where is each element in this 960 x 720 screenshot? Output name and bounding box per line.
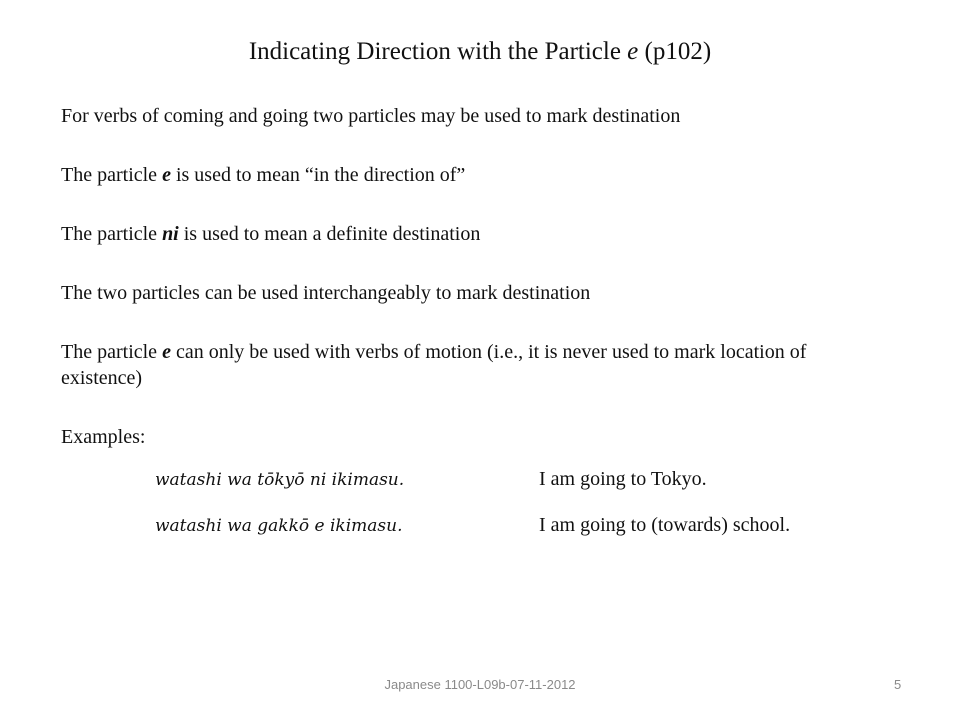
p2-after: is used to mean “in the direction of” (170, 164, 466, 186)
title-particle: e (627, 38, 639, 65)
slide-footer: Japanese 1100-L09b-07-11-2012 (384, 677, 576, 692)
title-prefix: Indicating Direction with the Particle (248, 38, 628, 65)
example-row (155, 512, 790, 539)
example-japanese: watashi wa gakkō e ikimasu. (155, 516, 403, 536)
paragraph-motion-only (61, 339, 881, 391)
paragraph-verbs-of-motion: For verbs of coming and going two particles may be used to mark destination (61, 105, 681, 127)
page-number: 5 (894, 677, 902, 692)
p5-before: The particle (61, 341, 163, 363)
example-japanese: watashi wa tōkyō ni ikimasu. (155, 470, 405, 490)
title-suffix: (p102) (638, 38, 712, 65)
paragraph-interchangeable: The two particles can be used interchangeably to mark destination (61, 282, 591, 304)
particle-ni-term: ni (162, 223, 179, 245)
slide-body (61, 103, 881, 450)
p2-before: The particle (61, 164, 163, 186)
paragraph-particle-e (61, 162, 881, 188)
p3-after: is used to mean a definite destination (178, 223, 481, 245)
particle-e-term-2: e (162, 341, 171, 363)
example-english: I am going to Tokyo. (539, 468, 707, 490)
example-english: I am going to (towards) school. (539, 514, 791, 536)
examples-label: Examples: (61, 426, 146, 448)
p3-before: The particle (61, 223, 163, 245)
particle-e-term: e (162, 164, 171, 186)
paragraph-particle-ni (61, 221, 881, 247)
slide-title (0, 36, 960, 68)
example-row (155, 466, 707, 493)
p5-after: can only be used with verbs of motion (i.e., it is never used to mark location of existence) (61, 341, 807, 389)
